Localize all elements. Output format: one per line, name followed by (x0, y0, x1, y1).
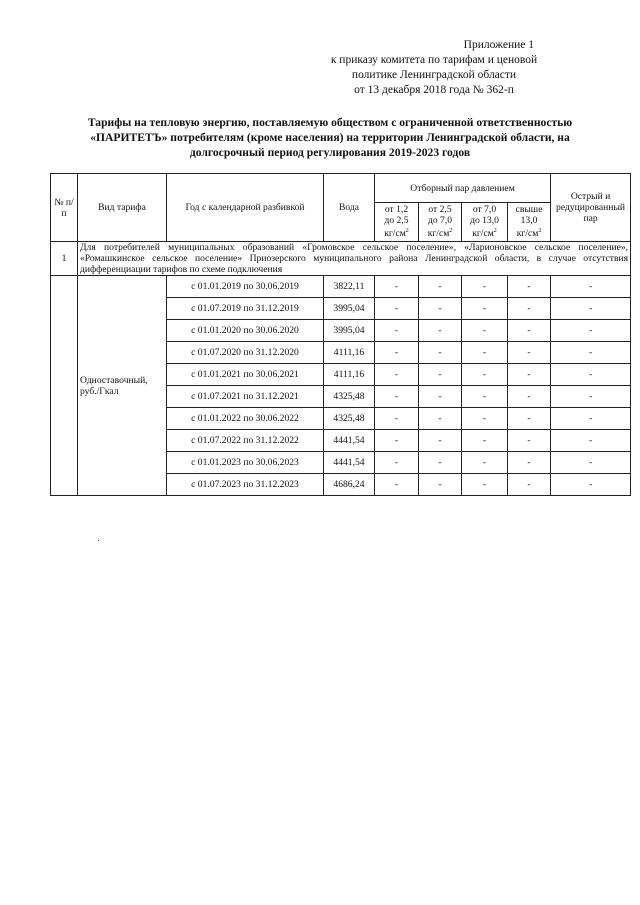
header-num: № п/п (51, 174, 78, 242)
steam-2-cell: - (419, 364, 462, 386)
steam-4-cell: - (508, 452, 551, 474)
period-cell: с 01.01.2021 по 30.06.2021 (167, 364, 324, 386)
steam-2-cell: - (419, 430, 462, 452)
steam-4-cell: - (508, 408, 551, 430)
period-cell: с 01.07.2019 по 31.12.2019 (167, 298, 324, 320)
header-steam-4-to: 13,0 (520, 215, 538, 227)
steam-4-cell: - (508, 386, 551, 408)
steam-1-cell: - (375, 408, 419, 430)
sharp-steam-cell: - (551, 342, 631, 364)
group-description: Для потребителей муниципальных образований «Громовское сельское поселение», «Ларионовское сельское поселение», «Ромашкинское сельское поселение» Приозерского муниципального района Ленинградской области, в случае отсутствия дифференциации тарифов по схеме подключения (78, 242, 631, 276)
appendix-line-4: от 13 декабря 2018 года № 362-п (354, 84, 514, 96)
steam-4-cell: - (508, 276, 551, 298)
header-steam-2-unit-sup: 2 (449, 228, 453, 235)
steam-2-cell: - (419, 452, 462, 474)
tariff-name: Одноставочный, руб./Гкал (78, 276, 167, 496)
steam-1-cell: - (375, 452, 419, 474)
header-tariff-type: Вид тарифа (78, 174, 167, 242)
steam-2-cell: - (419, 408, 462, 430)
steam-4-cell: - (508, 342, 551, 364)
steam-3-cell: - (462, 364, 508, 386)
period-cell: с 01.07.2020 по 31.12.2020 (167, 342, 324, 364)
steam-1-cell: - (375, 298, 419, 320)
steam-2-cell: - (419, 320, 462, 342)
header-steam-1-from: от 1,2 (384, 204, 409, 216)
water-cell: 3995,04 (324, 320, 375, 342)
steam-3-cell: - (462, 320, 508, 342)
steam-4-cell: - (508, 320, 551, 342)
steam-3-cell: - (462, 430, 508, 452)
header-steam-4-unit-sup: 2 (538, 228, 542, 235)
steam-2-cell: - (419, 474, 462, 496)
header-steam-1 (375, 203, 419, 242)
period-cell: с 01.01.2022 по 30.06.2022 (167, 408, 324, 430)
steam-2-cell: - (419, 342, 462, 364)
header-steam-group: Отборный пар давлением (375, 174, 551, 203)
steam-1-cell: - (375, 430, 419, 452)
water-cell: 4441,54 (324, 452, 375, 474)
header-steam-3-unit-sup: 2 (493, 228, 497, 235)
header-steam-3-to: до 13,0 (470, 215, 499, 227)
steam-1-cell: - (375, 276, 419, 298)
tariff-table (50, 173, 631, 496)
steam-1-cell: - (375, 342, 419, 364)
steam-3-cell: - (462, 386, 508, 408)
header-steam-2-from: от 2,5 (428, 204, 452, 216)
sharp-steam-cell: - (551, 320, 631, 342)
water-cell: 3995,04 (324, 298, 375, 320)
steam-4-cell: - (508, 430, 551, 452)
header-steam-3 (462, 203, 508, 242)
sharp-steam-cell: - (551, 430, 631, 452)
header-row-1 (51, 174, 631, 203)
sharp-steam-cell: - (551, 452, 631, 474)
sharp-steam-cell: - (551, 276, 631, 298)
header-water: Вода (324, 174, 375, 242)
empty-num-cell (51, 276, 78, 496)
period-cell: с 01.01.2019 по 30.06.2019 (167, 276, 324, 298)
period-cell: с 01.01.2023 по 30.06.2023 (167, 452, 324, 474)
header-steam-1-unit: кг/см (384, 228, 406, 240)
steam-2-cell: - (419, 386, 462, 408)
header-steam-1-unit-sup: 2 (405, 228, 409, 235)
steam-4-cell: - (508, 298, 551, 320)
header-steam-4-unit: кг/см (516, 228, 539, 240)
water-cell: 4325,48 (324, 386, 375, 408)
appendix-line-2: к приказу комитета по тарифам и ценовой (330, 54, 538, 66)
header-period: Год с календарной разбивкой (167, 174, 324, 242)
appendix-line-1: Приложение 1 (463, 39, 534, 51)
steam-2-cell: - (419, 298, 462, 320)
steam-1-cell: - (375, 474, 419, 496)
sharp-steam-cell: - (551, 298, 631, 320)
steam-3-cell: - (462, 276, 508, 298)
title-line-1: Тарифы на тепловую энергию, поставляемую обществом с ограниченной ответственностью (87, 116, 573, 129)
water-cell: 4111,16 (324, 364, 375, 386)
header-steam-4-from: свыше (515, 204, 543, 216)
title-line-3: долгосрочный период регулирования 2019-2023 годов (189, 146, 471, 159)
sharp-steam-cell: - (551, 364, 631, 386)
water-cell: 3822,11 (324, 276, 375, 298)
header-steam-2-unit: кг/см (427, 228, 450, 240)
steam-3-cell: - (462, 474, 508, 496)
water-cell: 4686,24 (324, 474, 375, 496)
header-steam-2 (419, 203, 462, 242)
period-cell: с 01.07.2023 по 31.12.2023 (167, 474, 324, 496)
period-cell: с 01.07.2021 по 31.12.2021 (167, 386, 324, 408)
appendix-line-3: политике Ленинградской области (351, 69, 517, 81)
steam-3-cell: - (462, 408, 508, 430)
group-number: 1 (51, 242, 78, 276)
header-steam-3-unit: кг/см (472, 228, 494, 240)
steam-4-cell: - (508, 364, 551, 386)
scan-speck (98, 540, 99, 541)
steam-1-cell: - (375, 386, 419, 408)
header-sharp-steam: Острый и редуцированный пар (551, 174, 631, 242)
header-steam-3-from: от 7,0 (472, 204, 497, 216)
steam-1-cell: - (375, 364, 419, 386)
steam-3-cell: - (462, 298, 508, 320)
steam-4-cell: - (508, 474, 551, 496)
sharp-steam-cell: - (551, 474, 631, 496)
steam-3-cell: - (462, 342, 508, 364)
water-cell: 4111,16 (324, 342, 375, 364)
table-row (51, 276, 631, 298)
header-steam-2-to: до 7,0 (427, 215, 453, 227)
sharp-steam-cell: - (551, 386, 631, 408)
water-cell: 4325,48 (324, 408, 375, 430)
group-row (51, 242, 631, 276)
steam-1-cell: - (375, 320, 419, 342)
water-cell: 4441,54 (324, 430, 375, 452)
header-steam-4 (508, 203, 551, 242)
steam-3-cell: - (462, 452, 508, 474)
period-cell: с 01.07.2022 по 31.12.2022 (167, 430, 324, 452)
document-title (40, 115, 620, 160)
appendix-block (284, 38, 584, 98)
sharp-steam-cell: - (551, 408, 631, 430)
period-cell: с 01.01.2020 по 30.06.2020 (167, 320, 324, 342)
header-steam-1-to: до 2,5 (384, 215, 409, 227)
steam-2-cell: - (419, 276, 462, 298)
title-line-2: «ПАРИТЕТЪ» потребителям (кроме населения) на территории Ленинградской области, на (90, 131, 570, 144)
